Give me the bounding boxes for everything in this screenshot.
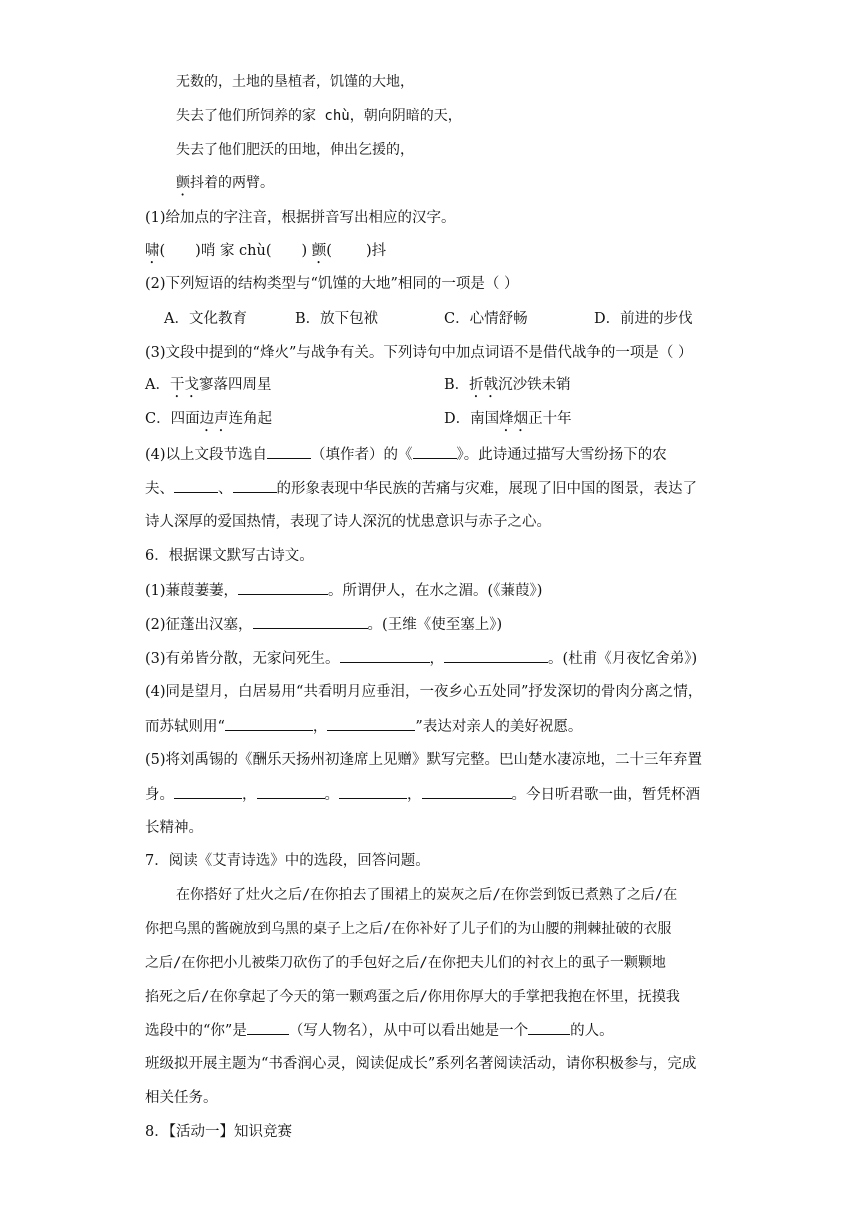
answer-blank[interactable] [174, 784, 242, 799]
answer-blank[interactable] [225, 716, 313, 731]
answer-blank[interactable] [422, 784, 512, 799]
q7-passage-line-2: 你把乌黑的酱碗放到乌黑的桌子上之后/在你补好了儿子们的为山腰的荆棘扯破的衣服 [145, 921, 672, 937]
option-c: C．心情舒畅 [444, 311, 528, 327]
answer-blank[interactable] [340, 648, 430, 663]
q5-3-options-row1 [0, 375, 860, 397]
option-c: C．四面边声连角起 [145, 411, 273, 427]
option-a: A．文化教育 [164, 311, 247, 327]
q7-question: 选段中的“你”是 （写人物名），从中可以看出她是一个 的人。 [145, 1020, 614, 1041]
answer-blank[interactable] [253, 614, 368, 629]
poem-line-2: 失去了他们所饲养的家 chù，朝向阴暗的天， [176, 108, 462, 124]
answer-blank[interactable] [444, 648, 548, 663]
option-d: D．前进的步伐 [594, 311, 693, 327]
poem-line-3: 失去了他们肥沃的田地，伸出乞援的， [176, 142, 414, 158]
q6-item-5-line-2: 身。 ， 。 ， 。今日听君歌一曲，暂凭杯酒 [145, 784, 700, 805]
answer-blank[interactable] [233, 478, 277, 493]
answer-blank[interactable] [257, 784, 325, 799]
answer-blank[interactable] [238, 580, 328, 595]
q7-passage-line-1: 在你搭好了灶火之后/在你拍去了围裙上的炭灰之后/在你尝到饭已煮熟了之后/在 [176, 887, 678, 903]
q6-item-5-line-3: 长精神。 [145, 820, 203, 836]
answer-blank[interactable] [247, 1020, 289, 1035]
q6-item-4-line-1: (4)同是望月，白居易用“共看明月应垂泪，一夜乡心五处同”抒发深切的骨肉分离之情， [145, 684, 703, 700]
option-b: B．折戟沉沙铁未销 [444, 377, 571, 393]
activity-intro-line-2: 相关任务。 [145, 1090, 218, 1106]
answer-blank[interactable] [267, 444, 311, 459]
option-a: A．干戈寥落四周星 [145, 377, 272, 393]
q5-1-prompt: (1)给加点的字注音，根据拼音写出相应的汉字。 [145, 210, 456, 226]
q6-item-1: (1)蒹葭萋萋， 。所谓伊人，在水之湄。(《蒹葭》) [145, 580, 542, 601]
poem-line-4: 颤抖着的两臂。 [176, 175, 274, 191]
q6-item-3: (3)有弟皆分散，无家问死生。 ， 。(杜甫《月夜忆舍弟》) [145, 648, 697, 669]
q5-3-prompt: (3)文段中提到的“烽火”与战争有关。下列诗句中加点词语不是借代战争的一项是（ ） [145, 345, 693, 361]
q7-passage-line-4: 掐死之后/在你拿起了今天的第一颗鸡蛋之后/你用你厚大的手掌把我抱在怀里，抚摸我 [145, 989, 680, 1005]
q5-4-line-1: (4)以上文段节选自 （填作者）的《 》。此诗通过描写大雪纷扬下的农 [145, 444, 667, 465]
q5-4-line-2: 夫、 、 的形象表现中华民族的苦痛与灾难，展现了旧中国的图景，表达了 [145, 478, 697, 499]
answer-blank[interactable] [413, 444, 457, 459]
q6-item-2: (2)征蓬出汉塞， 。(王维《使至塞上》) [145, 614, 502, 635]
activity-intro-line-1: 班级拟开展主题为“书香润心灵，阅读促成长”系列名著阅读活动，请你积极参与，完成 [145, 1056, 697, 1072]
option-b: B．放下包袱 [295, 311, 379, 327]
option-d: D．南国烽烟正十年 [444, 411, 572, 427]
q5-3-options-row2 [0, 409, 860, 431]
q6-title: 6．根据课文默写古诗文。 [145, 548, 314, 564]
q8-title: 8．【活动一】知识竞赛 [145, 1124, 292, 1140]
answer-blank[interactable] [528, 1020, 570, 1035]
q7-title: 7．阅读《艾青诗选》中的选段，回答问题。 [145, 853, 430, 869]
q7-passage-line-3: 之后/在你把小儿被柴刀砍伤了的手包好之后/在你把夫儿们的衬衣上的虱子一颗颗地 [145, 955, 666, 971]
q5-1-answers: 啸( )哨 家 chù( ) 颤( )抖 [145, 243, 387, 259]
q5-2-prompt: (2)下列短语的结构类型与“饥馑的大地”相同的一项是（ ） [145, 276, 519, 292]
poem-line-1: 无数的，土地的垦植者，饥馑的大地， [176, 74, 414, 90]
q6-item-5-line-1: (5)将刘禹锡的《酬乐天扬州初逢席上见赠》默写完整。巴山楚水凄凉地，二十三年弃置 [145, 752, 703, 768]
q5-2-options [0, 309, 860, 329]
dotted-char: 颤 [176, 175, 190, 191]
answer-blank[interactable] [327, 716, 415, 731]
answer-blank[interactable] [339, 784, 407, 799]
q5-4-line-3: 诗人深厚的爱国热情，表现了诗人深沉的忧患意识与赤子之心。 [145, 514, 551, 530]
answer-blank[interactable] [174, 478, 218, 493]
q6-item-4-line-2: 而苏轼则用“ ， ”表达对亲人的美好祝愿。 [145, 716, 582, 737]
